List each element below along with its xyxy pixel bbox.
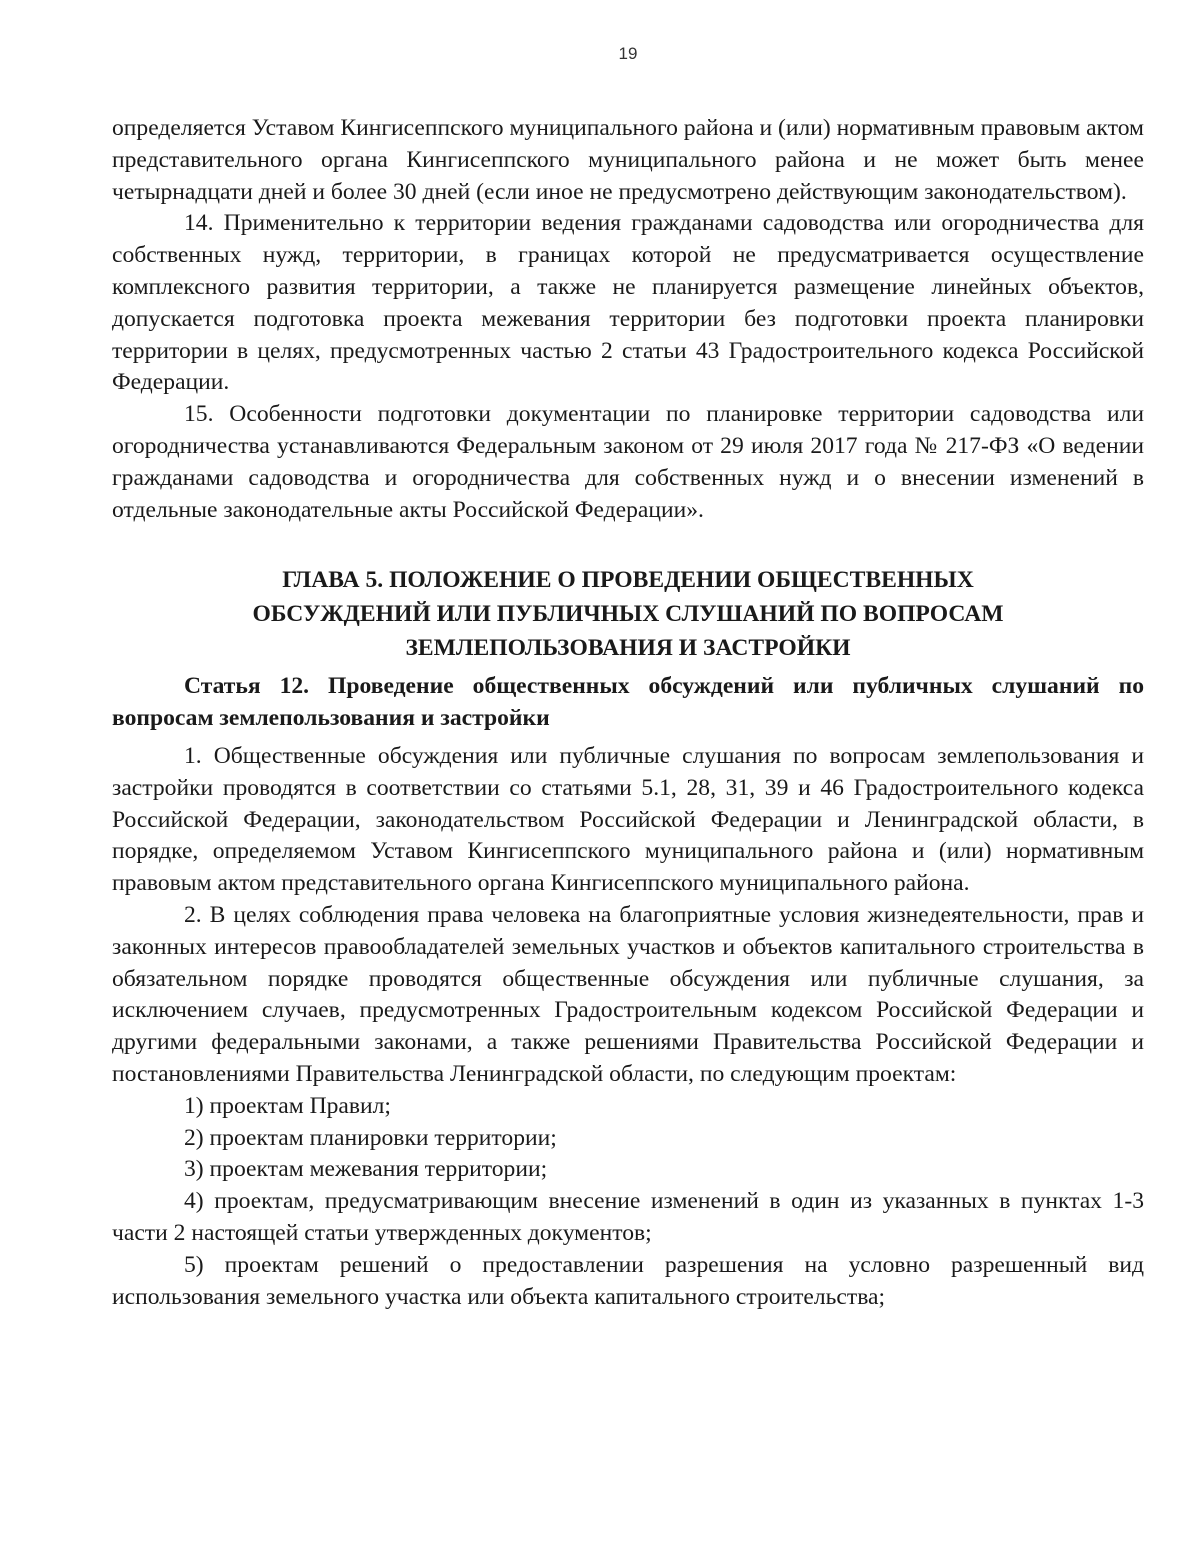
article-paragraph-1: 1. Общественные обсуждения или публичные слушания по вопросам землепользования и застройки проводятся в соответствии со статьями 5.1, 28, 31, 39 и 46 Градостроительного кодекса Российской Федерации, законодательством Российской Федерации и Ленинградской области, в порядке, определяемом Уставом Кингисеппского муниципального района и (или) нормативным правовым актом представительного органа Кингисеппского муниципального района. (112, 742, 1144, 897)
article-paragraph-2: 2. В целях соблюдения права человека на благоприятные условия жизнедеятельности, прав и законных интересов правообладателей земельных участков и объектов капитального строительства в обязательном порядке проводятся общественные обсуждения или публичные слушания, за исключением случаев, предусмотренных Градостроительным кодексом Российской Федерации и другими федеральными законами, а также решениями Правительства Российской Федерации и постановлениями Правительства Ленинградской области, по следующим проектам: (112, 901, 1144, 1087)
chapter-heading-line: ОБСУЖДЕНИЙ ИЛИ ПУБЛИЧНЫХ СЛУШАНИЙ ПО ВОПРОСАМ (252, 601, 1004, 628)
list-item: 5) проектам решений о предоставлении разрешения на условно разрешенный вид использования земельного участка или объекта капитального строительства; (112, 1251, 1144, 1310)
article-heading: Статья 12. Проведение общественных обсуждений или публичных слушаний по вопросам землепользования и застройки (112, 673, 1144, 732)
list-item: 2) проектам планировки территории; (184, 1124, 557, 1151)
chapter-heading (112, 563, 1144, 665)
page-number: 19 (618, 44, 638, 63)
paragraph-15: 15. Особенности подготовки документации по планировке территории садоводства или огородничества устанавливаются Федеральным законом от 29 июля 2017 года № 217-ФЗ «О ведении гражданами садоводства и огородничества для собственных нужд и о внесении изменений в отдельные законодательные акты Российской Федерации». (112, 401, 1144, 523)
list-item: 3) проектам межевания территории; (184, 1156, 548, 1183)
chapter-heading-line: ГЛАВА 5. ПОЛОЖЕНИЕ О ПРОВЕДЕНИИ ОБЩЕСТВЕННЫХ (282, 567, 974, 594)
paragraph-14: 14. Применительно к территории ведения гражданами садоводства или огородничества для собственных нужд, территории, в границах которой не предусматривается осуществление комплексного развития территории, а также не планируется размещение линейных объектов, допускается подготовка проекта межевания территории без подготовки проекта планировки территории в целях, предусмотренных частью 2 статьи 43 Градостроительного кодекса Российской Федерации. (112, 210, 1144, 396)
list-item: 4) проектам, предусматривающим внесение изменений в один из указанных в пунктах 1-3 части 2 настоящей статьи утвержденных документов; (112, 1188, 1144, 1246)
paragraph-continuation: определяется Уставом Кингисеппского муниципального района и (или) нормативным правовым актом представительного органа Кингисеппского муниципального района и не может быть менее четырнадцати дней и более 30 дней (если иное не предусмотрено действующим законодательством). (112, 115, 1144, 205)
document-body (112, 113, 1144, 1313)
chapter-heading-line: ЗЕМЛЕПОЛЬЗОВАНИЯ И ЗАСТРОЙКИ (405, 635, 851, 662)
list-item: 1) проектам Правил; (184, 1092, 391, 1119)
